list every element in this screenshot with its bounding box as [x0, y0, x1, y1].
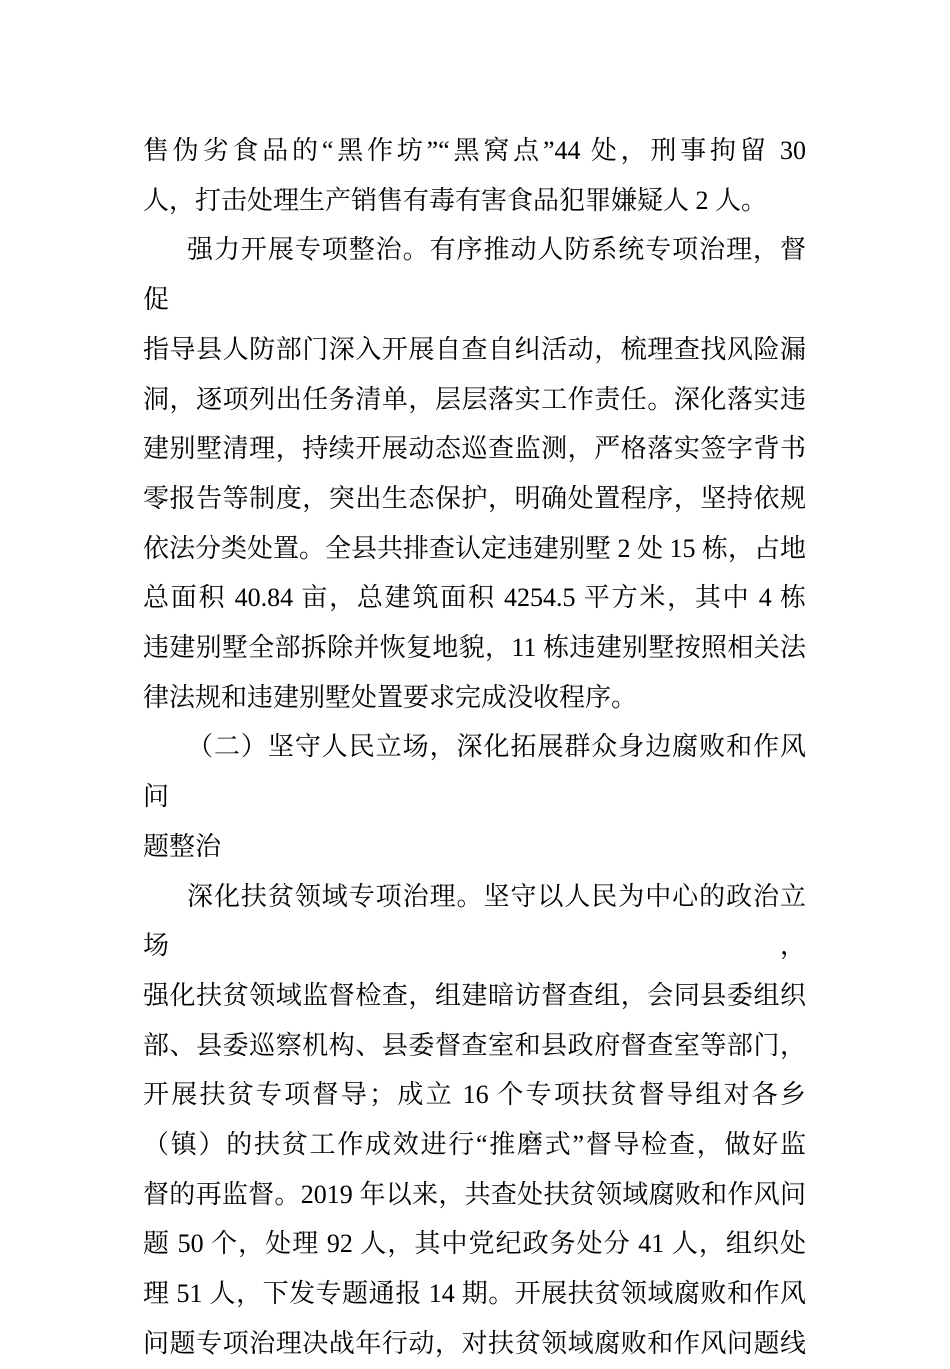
text-line: 深化扶贫领域专项治理。坚守以人民为中心的政治立场， — [143, 881, 806, 961]
text-block — [143, 126, 806, 1369]
text-line: 部、县委巡察机构、县委督查室和县政府督查室等部门， — [143, 1030, 806, 1060]
text-line: 指导县人防部门深入开展自查自纠活动，梳理查找风险漏 — [143, 334, 806, 364]
text-line: 人，打击处理生产销售有毒有害食品犯罪嫌疑人 2 人。 — [143, 185, 768, 215]
body-paragraph — [143, 872, 806, 1369]
heading-line: （二）坚守人民立场，深化拓展群众身边腐败和作风问 — [143, 732, 806, 812]
text-line: 强化扶贫领域监督检查，组建暗访督查组，会同县委组织 — [143, 980, 806, 1010]
text-line: 洞，逐项列出任务清单，层层落实工作责任。深化落实违 — [143, 384, 806, 414]
text-line: 建别墅清理，持续开展动态巡查监测，严格落实签字背书 — [143, 434, 806, 464]
text-line: 违建别墅全部拆除并恢复地貌，11 栋违建别墅按照相关法 — [143, 633, 806, 663]
text-line: 零报告等制度，突出生态保护，明确处置程序，坚持依规 — [143, 483, 806, 513]
text-line: 问题专项治理决战年行动，对扶贫领域腐败和作风问题线 — [143, 1328, 806, 1358]
text-line: 依法分类处置。全县共排查认定违建别墅 2 处 15 栋，占地 — [143, 533, 807, 563]
text-line: 题 50 个，处理 92 人，其中党纪政务处分 41 人，组织处 — [143, 1229, 806, 1259]
text-line: （镇）的扶贫工作成效进行“推磨式”督导检查，做好监 — [143, 1130, 806, 1160]
text-line: 律法规和违建别墅处置要求完成没收程序。 — [143, 682, 638, 712]
text-line: 理 51 人，下发专题通报 14 期。开展扶贫领域腐败和作风 — [143, 1279, 806, 1309]
heading-paragraph — [143, 722, 806, 871]
body-paragraph — [143, 225, 806, 722]
text-line: 强力开展专项整治。有序推动人防系统专项治理，督促 — [143, 235, 806, 315]
body-paragraph — [143, 126, 806, 225]
text-line: 督的再监督。2019 年以来，共查处扶贫领域腐败和作风问 — [143, 1179, 806, 1209]
text-line: 售伪劣食品的“黑作坊”“黑窝点”44 处，刑事拘留 30 — [143, 136, 806, 165]
heading-line: 题整治 — [143, 831, 222, 861]
text-line: 开展扶贫专项督导；成立 16 个专项扶贫督导组对各乡 — [143, 1080, 806, 1110]
text-line: 总面积 40.84 亩，总建筑面积 4254.5 平方米，其中 4 栋 — [143, 583, 806, 613]
